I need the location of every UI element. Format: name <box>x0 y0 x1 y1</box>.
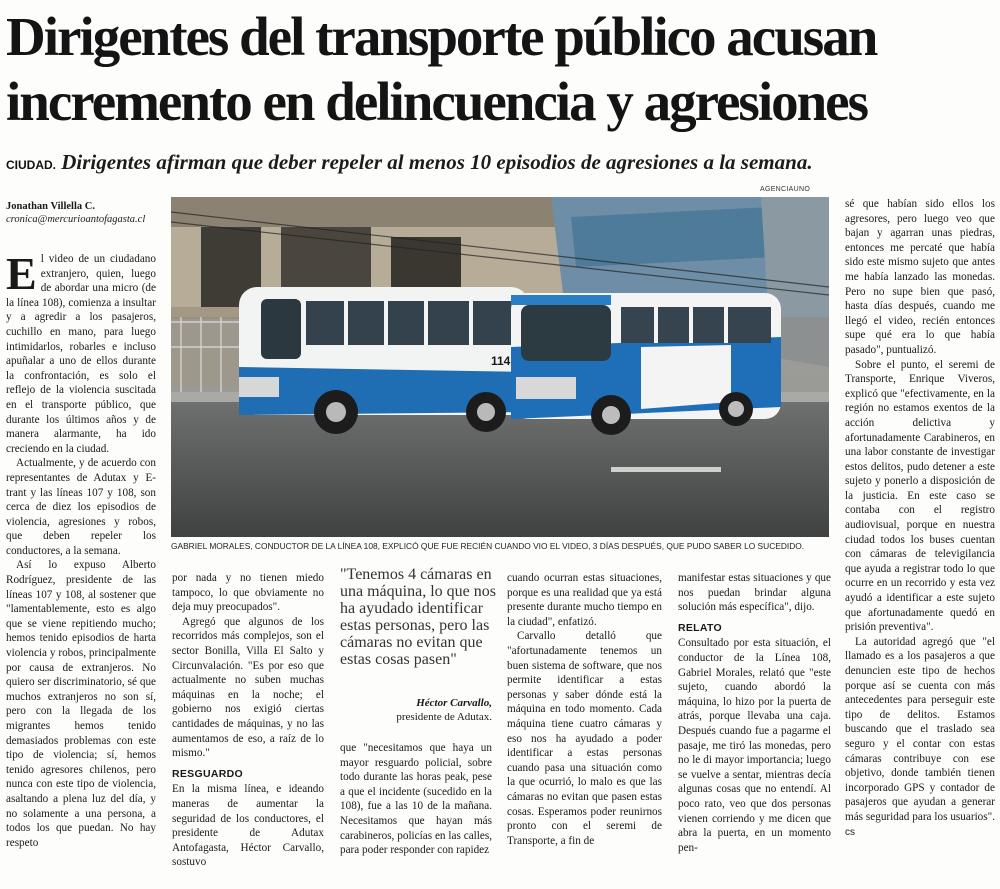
body-paragraph: Consultado por esta situación, el conductor de la Línea 108, Gabriel Morales, relató que "este sujeto, cuando abordó la máquina, lo hizo por la puerta de atrás, porque llevaba una caja. Después cuando fue a pagarme el pasaje, me tiró las monedas, pero no le di mayor importancia; luego se vuelve a sentar, mientras decía algunas cosas que no entendí. Al poco rato, veo que dos personas vienen corriendo y me dicen que abra la puerta, en un momento pen- <box>678 637 831 854</box>
section-label: CIUDAD. <box>6 158 56 172</box>
pull-quote: "Tenemos 4 cámaras en una máquina, lo que nos ha ayudado identificar estas personas, pero las cámaras no evitan que estas cosas pasen" <box>340 566 496 668</box>
lead-text: l video de un ciudadano extranjero, quien, luego de abordar una micro (de la línea 108), comienza a insultar y a agredir a los pasajeros, cuchillo en mano, para luego intimidarlos, robarles e incluso apuñalar a uno de ellos durante la confrontación, es solo el reflejo de la violencia suscitada en el transporte público, que durante los últimos años y de manera alarmante, ha ido creciendo en la ciudad. <box>6 253 156 455</box>
author-name: Jonathan Villella C. <box>6 201 95 212</box>
body-paragraph: cuando ocurran estas situaciones, porque es una realidad que ya está presente durante mucho tiempo en la ciudad", enfatizó. <box>507 572 662 628</box>
body-paragraph: Sobre el punto, el seremi de Transporte, Enrique Viveros, explicó que "efectivamente, en la región no estamos exentos de la acción delictiva y afortunadamente Carabineros, en una labor constante de investigar estos delitos, pudo detener a este sujeto y ponerlo a disposición de la justicia. En este caso se contaba con el registro audiovisual, porque en nuestra ciudad todos los buses cuentan con cámaras de televigilancia que ayuda a registrar todo lo que ocurre en un recorrido y esta vez ayudó a identificar a este sujeto que afortunadamente quedó en prisión preventiva". <box>845 358 995 634</box>
pull-quote-attribution-role: presidente de Adutax. <box>396 711 492 723</box>
column-1 <box>6 248 156 850</box>
body-paragraph: sé que habían sido ellos los agresores, pero luego veo que bajan y agarran unas piedras, entonces me percaté que había sido este mismo sujeto que antes me había lanzado las monedas. Pero no supe bien que pasó, hasta días después, cuando me llegó el video, recién entonces supe qué era lo que había pasado", puntualizó. <box>845 198 995 356</box>
column-6 <box>845 197 995 840</box>
body-paragraph: que "necesitamos que haya un mayor resguardo policial, sobre todo durante las horas peak, pese a que el incidente (sucedido en la 108), fue a las 10 de la mañana. Necesitamos que hayan más carabineros, policías en las calles, para poder responder con rapidez <box>340 742 492 857</box>
lead-paragraph <box>6 248 156 456</box>
byline <box>6 200 166 226</box>
headline: Dirigentes del transporte público acusan incremento en delincuencia y agresiones <box>6 6 877 132</box>
deck-subtitle: Dirigentes afirman que deber repeler al menos 10 episodios de agresiones a la semana. <box>61 150 813 174</box>
body-paragraph: Actualmente, y de acuerdo con representantes de Adutax y E-trant y las líneas 107 y 108, son cerca de diez los episodios de violencia, agresiones y robos, que deben repeler los conductores, a la semana. <box>6 457 156 557</box>
drop-cap: E <box>6 248 37 299</box>
column-4 <box>507 571 662 848</box>
photo-credit: AGENCIAUNO <box>760 186 811 193</box>
column-3 <box>340 741 492 858</box>
author-email[interactable]: cronica@mercurioantofagasta.cl <box>6 214 146 225</box>
bus-number-label: 114 <box>491 354 511 368</box>
body-paragraph: por nada y no tienen miedo tampoco, lo que obviamente no deja muy preocupados". <box>172 572 324 614</box>
closing-text: La autoridad agregó que "el llamado es a los pasajeros a que denuncien este tipo de hechos porque así se cuenta con más antecedentes para perseguir este tipo de delitos. Estamos buscando que el traslado sea seguro y el contar con estas cámaras contribuye con ese objetivo, donde también tienen incorporado GPS y contador de pasajeros que ayudan a generar más seguridad para los usuarios". <box>845 635 995 823</box>
subhead-relato: RELATO <box>678 621 722 634</box>
column-5 <box>678 571 831 855</box>
photo-caption: GABRIEL MORALES, CONDUCTOR DE LA LÍNEA 108, EXPLICÓ QUE FUE RECIÉN CUANDO VIO EL VIDEO, 3 DÍAS DESPUÉS, QUE PUDO SABER LO SUCEDIDO. <box>171 541 805 551</box>
pull-quote-attribution-name: Héctor Carvallo, <box>416 697 492 709</box>
body-paragraph: En la misma línea, e ideando maneras de aumentar la seguridad de los conductores, el presidente de Adutax Antofagasta, Héctor Carvallo, sostuvo <box>172 783 324 869</box>
news-photo <box>171 197 829 537</box>
body-paragraph: Así lo expuso Alberto Rodríguez, presidente de las líneas 107 y 108, al sostener que "lamentablemente, esto es algo que se viene repitiendo mucho; hemos tenido episodios de harta violencia y robos, principalmente por causa de extranjeros. No quiero ser discriminatorio, sé que muchos extranjeros no son sí, pero con la llegada de los migrantes hemos tenido demasiados problemas con este tipo de violencia; sí, hemos tenido agresores chilenos, pero nunca con este tipo de violencia, asaltando a plena luz del día, y no solamente a una persona, a todos los que puedan. No hay respeto <box>6 559 156 849</box>
column-2 <box>172 571 324 870</box>
bus-photo-illustration <box>171 197 829 537</box>
deck <box>6 148 996 179</box>
end-mark: cs <box>845 826 855 838</box>
subhead-resguardo: RESGUARDO <box>172 767 243 780</box>
body-paragraph: manifestar estas situaciones y que nos puedan brindar alguna solución más específica", dijo. <box>678 572 831 614</box>
body-paragraph: Agregó que algunos de los recorridos más complejos, son el sector Bonilla, Villa El Salto y Circunvalación. "Es por eso que actualmente no suben muchas máquinas en la noche; el gobierno nos exigió ciertas cantidades de máquinas, y no las aumentamos de eso, a raíz de lo mismo." <box>172 615 324 760</box>
body-paragraph <box>845 635 995 840</box>
body-paragraph: Carvallo detalló que "afortunadamente tenemos un buen sistema de software, que nos permite identificar a estas personas y saber dónde está la máquina en todo momento. Cada máquina tiene cuatro cámaras y eso nos ha ayudado a poder identificar a estas personas cuando pasa una situación como la que ocurrió, lo malo es que las cámaras no evitan que pasen estas cosas. Esperamos poder reunirnos pronto con el seremi de Transporte, a fin de <box>507 630 662 847</box>
